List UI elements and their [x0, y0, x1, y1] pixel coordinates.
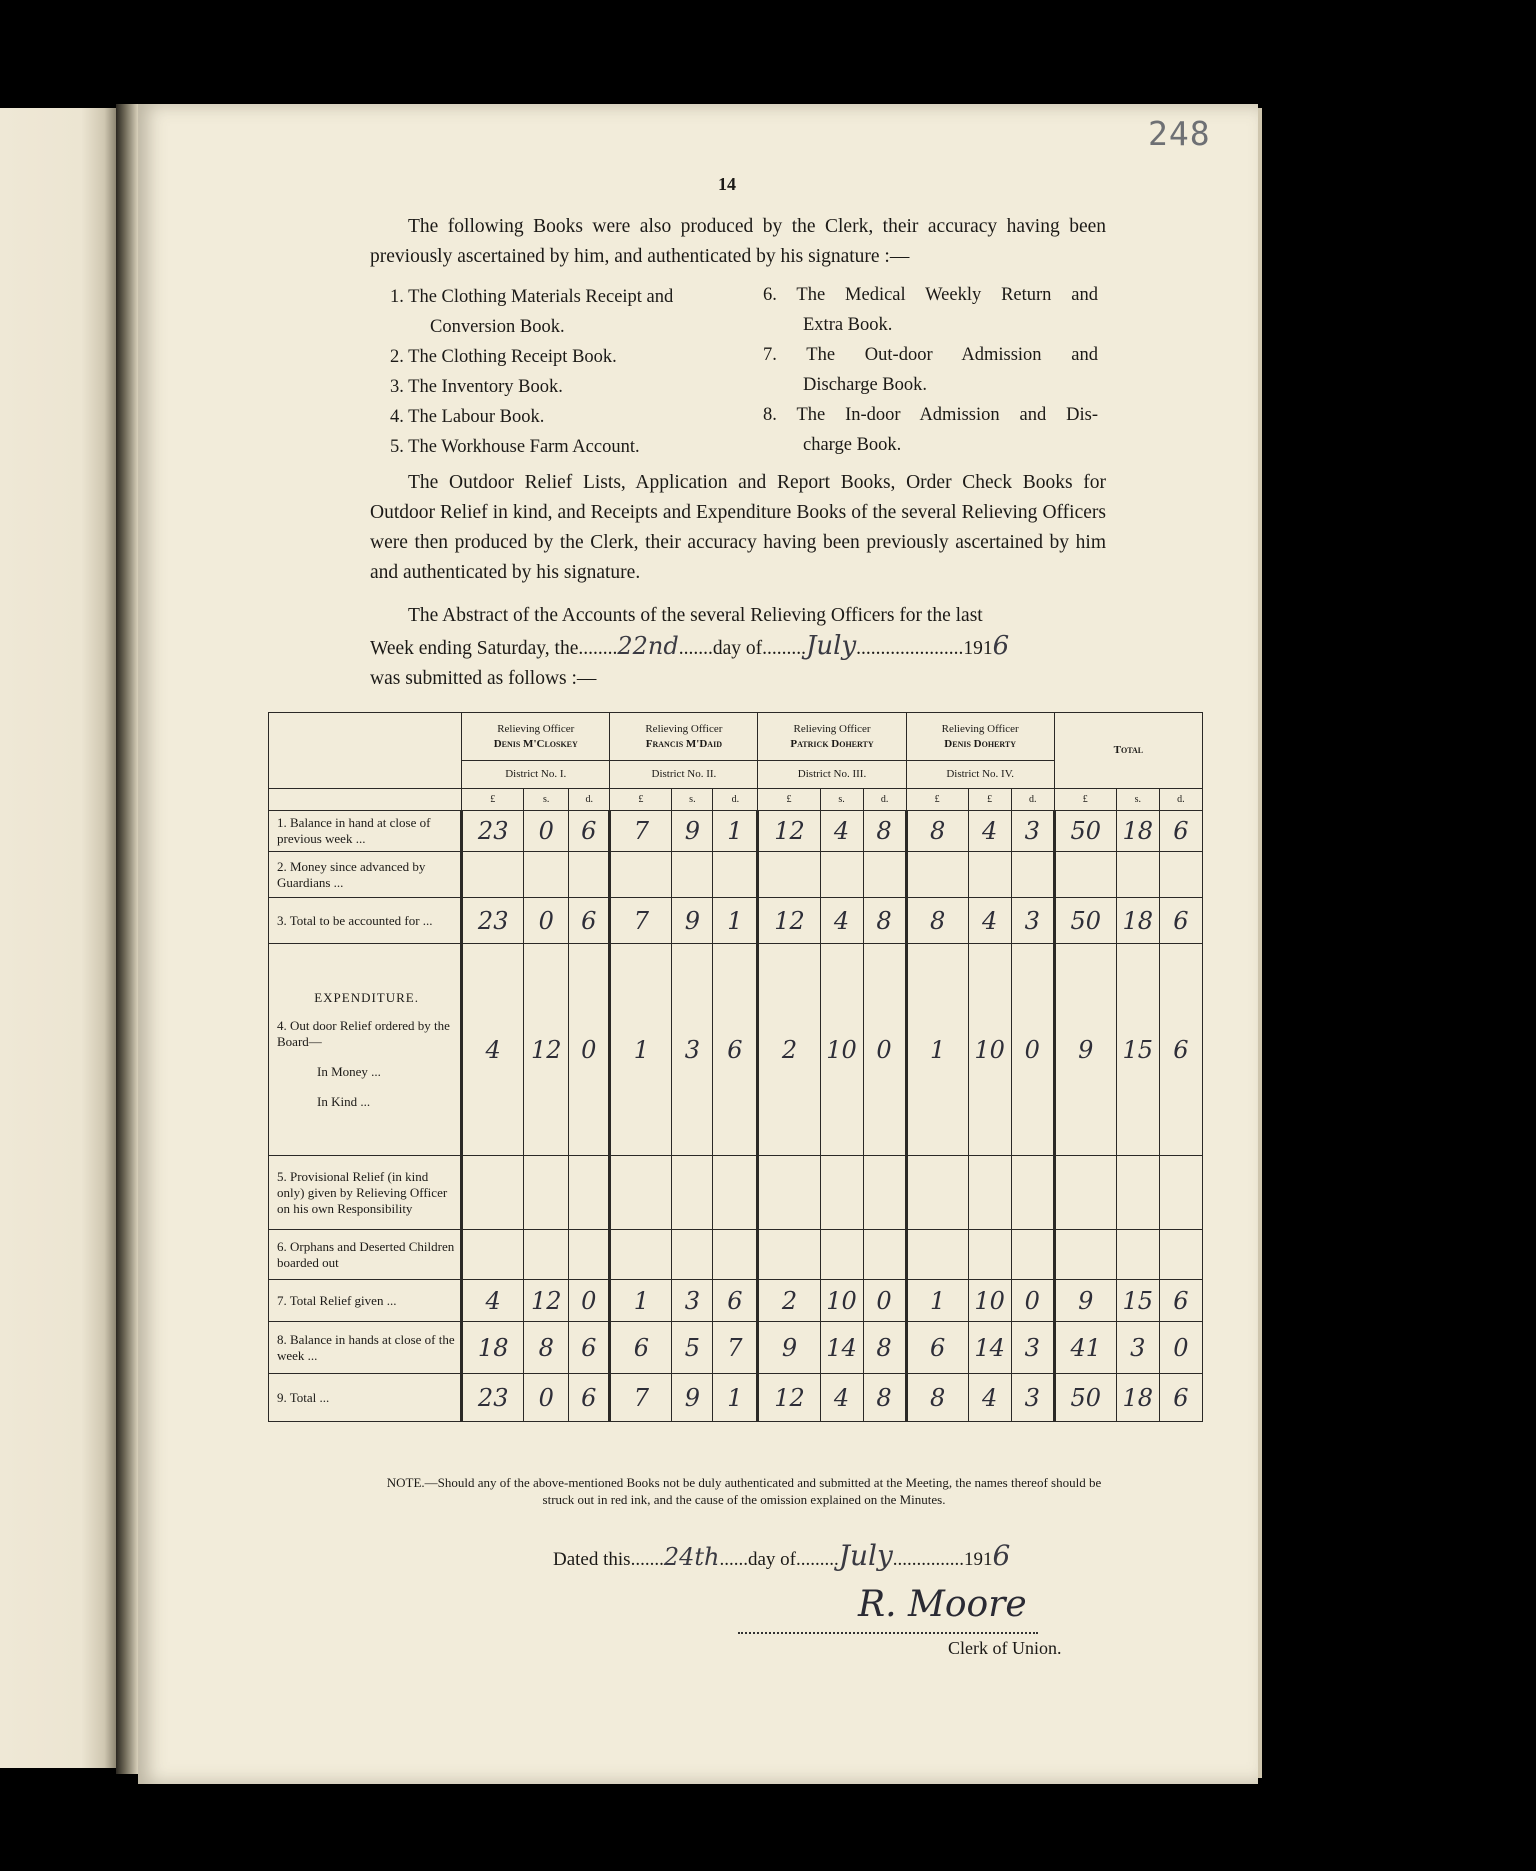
value-cell: 23: [462, 898, 524, 944]
value-cell: 50: [1054, 1374, 1116, 1422]
value-cell: 6: [569, 811, 610, 852]
value-cell: [1011, 1230, 1054, 1280]
value-cell: 9: [672, 811, 713, 852]
book-gutter: [116, 104, 138, 1774]
table-row: [269, 811, 1203, 852]
value-cell: 0: [863, 1280, 906, 1322]
value-cell: 1: [906, 1280, 968, 1322]
value-cell: 8: [863, 898, 906, 944]
handwritten-month: July: [806, 631, 857, 661]
value-cell: 1: [713, 1374, 758, 1422]
value-cell: [1011, 852, 1054, 898]
value-cell: 4: [968, 1374, 1011, 1422]
page-number: 14: [718, 174, 736, 194]
value-cell: 10: [820, 1280, 863, 1322]
value-cell: 4: [820, 898, 863, 944]
value-cell: [758, 1156, 820, 1230]
row-label: 5. Provisional Relief (in kind only) given by Relieving Officer on his own Responsibility: [269, 1156, 462, 1230]
value-cell: 8: [524, 1322, 569, 1374]
value-cell: 7: [713, 1322, 758, 1374]
value-cell: 12: [758, 811, 820, 852]
row-label: EXPENDITURE. 4. Out door Relief ordered by the Board— In Money ... In Kind ...: [269, 944, 462, 1156]
handwritten-year: 6: [992, 631, 1010, 661]
value-cell: 50: [1054, 898, 1116, 944]
book-item: 2. The Clothing Receipt Book.: [390, 347, 617, 367]
value-cell: 0: [1011, 1280, 1054, 1322]
value-cell: [820, 1230, 863, 1280]
outdoor-relief-paragraph: The Outdoor Relief Lists, Application and Report Books, Order Check Books for Outdoor Relief in kind, and Receipts and Expenditure Books of the several Relieving Officers were then produced by the Clerk, their accuracy having been previously ascertained by him and authenticated by his signature.: [370, 472, 1106, 583]
value-cell: [906, 1230, 968, 1280]
value-cell: [569, 1156, 610, 1230]
abstract-line3: was submitted as follows :—: [370, 668, 597, 689]
value-cell: [1159, 1156, 1202, 1230]
row-label: 1. Balance in hand at close of previous week ...: [269, 811, 462, 852]
value-cell: [524, 1156, 569, 1230]
value-cell: 7: [610, 1374, 672, 1422]
value-cell: 12: [758, 898, 820, 944]
total-header: Total: [1054, 713, 1202, 789]
table-row: [269, 852, 1203, 898]
value-cell: [610, 852, 672, 898]
relief-accounts-table: [268, 712, 1203, 1422]
value-cell: 0: [863, 944, 906, 1156]
table-row: [269, 898, 1203, 944]
value-cell: 14: [968, 1322, 1011, 1374]
value-cell: 6: [569, 898, 610, 944]
value-cell: [1116, 1230, 1159, 1280]
value-cell: [1054, 852, 1116, 898]
value-cell: 0: [569, 944, 610, 1156]
officer-2-header: Relieving Officer Francis M'Daid: [610, 713, 758, 761]
value-cell: [863, 1156, 906, 1230]
value-cell: 6: [569, 1374, 610, 1422]
value-cell: [462, 852, 524, 898]
value-cell: [713, 1230, 758, 1280]
handwritten-day: 22nd: [617, 632, 679, 660]
value-cell: [1054, 1230, 1116, 1280]
value-cell: 6: [713, 1280, 758, 1322]
value-cell: [569, 852, 610, 898]
value-cell: 0: [524, 898, 569, 944]
value-cell: [968, 1230, 1011, 1280]
value-cell: [524, 852, 569, 898]
value-cell: 18: [1116, 1374, 1159, 1422]
value-cell: [758, 852, 820, 898]
handwritten-signature: R. Moore: [858, 1584, 1027, 1625]
note-text: NOTE.—Should any of the above-mentioned Books not be duly authenticated and submitted at the Meeting, the names thereof should be struck out in red ink, and the cause of the omission explained on the Minutes.: [386, 1475, 1102, 1507]
value-cell: 1: [906, 944, 968, 1156]
value-cell: 4: [462, 1280, 524, 1322]
row-label: 7. Total Relief given ...: [269, 1280, 462, 1322]
row-label: 8. Balance in hands at close of the week ...: [269, 1322, 462, 1374]
left-facing-page: [0, 108, 116, 1768]
handwritten-dated-day: 24th: [663, 1543, 720, 1571]
value-cell: [1159, 1230, 1202, 1280]
value-cell: 6: [906, 1322, 968, 1374]
value-cell: [863, 852, 906, 898]
value-cell: 4: [820, 1374, 863, 1422]
value-cell: 3: [1011, 811, 1054, 852]
value-cell: 9: [672, 1374, 713, 1422]
row-label: 6. Orphans and Deserted Children boarded out: [269, 1230, 462, 1280]
book-item-cont: Conversion Book.: [430, 317, 565, 337]
value-cell: 1: [610, 1280, 672, 1322]
book-item: 1. The Clothing Materials Receipt and: [390, 287, 674, 307]
book-item: 6. The Medical Weekly Return and: [763, 285, 1098, 305]
value-cell: [569, 1230, 610, 1280]
value-cell: [968, 852, 1011, 898]
value-cell: [758, 1230, 820, 1280]
value-cell: 6: [569, 1322, 610, 1374]
value-cell: 10: [968, 1280, 1011, 1322]
value-cell: 6: [1159, 1374, 1202, 1422]
value-cell: [906, 1156, 968, 1230]
page-edge: [1258, 108, 1262, 1778]
abstract-line2: Week ending Saturday, the........22nd.......day of.........July......................1916: [370, 631, 1010, 661]
value-cell: [462, 1230, 524, 1280]
value-cell: 6: [1159, 811, 1202, 852]
value-cell: 15: [1116, 1280, 1159, 1322]
clerk-label: Clerk of Union.: [948, 1638, 1062, 1658]
abstract-statement: [370, 601, 1110, 694]
value-cell: [524, 1230, 569, 1280]
value-cell: 0: [524, 1374, 569, 1422]
row-label: 3. Total to be accounted for ...: [269, 898, 462, 944]
table-row: [269, 944, 1203, 1156]
table-row: [269, 1322, 1203, 1374]
value-cell: 10: [820, 944, 863, 1156]
value-cell: [1011, 1156, 1054, 1230]
officer-4-header: Relieving Officer Denis Doherty: [906, 713, 1054, 761]
value-cell: 6: [610, 1322, 672, 1374]
value-cell: [713, 1156, 758, 1230]
row-label: 9. Total ...: [269, 1374, 462, 1422]
value-cell: 3: [1011, 898, 1054, 944]
book-item: 4. The Labour Book.: [390, 407, 545, 427]
value-cell: 6: [1159, 1280, 1202, 1322]
books-list-left: [390, 282, 720, 462]
value-cell: 1: [713, 811, 758, 852]
value-cell: 23: [462, 1374, 524, 1422]
value-cell: 12: [524, 944, 569, 1156]
value-cell: [1054, 1156, 1116, 1230]
value-cell: [906, 852, 968, 898]
value-cell: 8: [906, 811, 968, 852]
value-cell: 6: [1159, 898, 1202, 944]
value-cell: 3: [1011, 1374, 1054, 1422]
value-cell: 0: [524, 811, 569, 852]
value-cell: 8: [906, 1374, 968, 1422]
blank-header-cell: [269, 713, 462, 789]
value-cell: 0: [569, 1280, 610, 1322]
value-cell: 15: [1116, 944, 1159, 1156]
value-cell: 10: [968, 944, 1011, 1156]
book-item: 7. The Out-door Admission and: [763, 345, 1098, 365]
value-cell: [820, 1156, 863, 1230]
value-cell: [462, 1156, 524, 1230]
value-cell: [713, 852, 758, 898]
value-cell: [820, 852, 863, 898]
book-item-cont: Discharge Book.: [803, 375, 927, 395]
value-cell: 18: [1116, 898, 1159, 944]
value-cell: 50: [1054, 811, 1116, 852]
value-cell: [672, 1230, 713, 1280]
value-cell: 3: [672, 1280, 713, 1322]
handwritten-dated-year: 6: [992, 1539, 1011, 1572]
value-cell: [610, 1156, 672, 1230]
folio-stamp: 248: [1148, 114, 1211, 153]
value-cell: 4: [820, 811, 863, 852]
value-cell: 5: [672, 1322, 713, 1374]
value-cell: [968, 1156, 1011, 1230]
district-4: District No. IV.: [906, 761, 1054, 789]
value-cell: [1116, 852, 1159, 898]
value-cell: 7: [610, 811, 672, 852]
value-cell: 8: [863, 811, 906, 852]
value-cell: 1: [713, 898, 758, 944]
value-cell: 9: [1054, 1280, 1116, 1322]
value-cell: [672, 1156, 713, 1230]
value-cell: 41: [1054, 1322, 1116, 1374]
book-item: 3. The Inventory Book.: [390, 377, 563, 397]
handwritten-dated-month: July: [838, 1539, 893, 1572]
value-cell: 12: [758, 1374, 820, 1422]
expenditure-heading: EXPENDITURE.: [314, 989, 419, 1005]
book-item-cont: charge Book.: [803, 435, 902, 455]
row-label: 2. Money since advanced by Guardians ...: [269, 852, 462, 898]
value-cell: 18: [462, 1322, 524, 1374]
book-item: 8. The In-door Admission and Dis-: [763, 405, 1098, 425]
value-cell: 3: [1011, 1322, 1054, 1374]
value-cell: 0: [1159, 1322, 1202, 1374]
ledger-page: [138, 104, 1258, 1784]
district-3: District No. III.: [758, 761, 906, 789]
table-row: [269, 1230, 1203, 1280]
value-cell: 8: [863, 1322, 906, 1374]
officer-1-header: Relieving Officer Denis M'Closkey: [462, 713, 610, 761]
table-row: [269, 1280, 1203, 1322]
value-cell: 6: [1159, 944, 1202, 1156]
value-cell: 4: [462, 944, 524, 1156]
value-cell: 8: [906, 898, 968, 944]
value-cell: 18: [1116, 811, 1159, 852]
value-cell: 1: [610, 944, 672, 1156]
officer-3-header: Relieving Officer Patrick Doherty: [758, 713, 906, 761]
abstract-line1: The Abstract of the Accounts of the several Relieving Officers for the last: [408, 605, 983, 626]
value-cell: 9: [758, 1322, 820, 1374]
value-cell: [1159, 852, 1202, 898]
value-cell: 14: [820, 1322, 863, 1374]
value-cell: 7: [610, 898, 672, 944]
value-cell: 0: [1011, 944, 1054, 1156]
district-2: District No. II.: [610, 761, 758, 789]
value-cell: 9: [672, 898, 713, 944]
value-cell: 4: [968, 898, 1011, 944]
value-cell: 6: [713, 944, 758, 1156]
value-cell: [863, 1230, 906, 1280]
units-row: £ s. d. £ s. d. £ s. d. £ £ d. £ s. d.: [269, 789, 1203, 811]
value-cell: 3: [672, 944, 713, 1156]
value-cell: 8: [863, 1374, 906, 1422]
signature-line: [738, 1584, 1118, 1642]
officer-header-row: [269, 713, 1203, 761]
books-list-right: [763, 280, 1098, 460]
intro-paragraph: The following Books were also produced by the Clerk, their accuracy having been previously ascertained by him, and authenticated by his signature :—: [370, 216, 1106, 267]
value-cell: 2: [758, 944, 820, 1156]
table-row: [269, 1374, 1203, 1422]
value-cell: 2: [758, 1280, 820, 1322]
dated-line: Dated this.......24th......day of.........July...............1916: [553, 1539, 1011, 1572]
value-cell: [610, 1230, 672, 1280]
book-item-cont: Extra Book.: [803, 315, 893, 335]
value-cell: 9: [1054, 944, 1116, 1156]
value-cell: 3: [1116, 1322, 1159, 1374]
table-row: [269, 1156, 1203, 1230]
value-cell: 12: [524, 1280, 569, 1322]
value-cell: [1116, 1156, 1159, 1230]
value-cell: 23: [462, 811, 524, 852]
value-cell: 4: [968, 811, 1011, 852]
book-item: 5. The Workhouse Farm Account.: [390, 437, 640, 457]
district-1: District No. I.: [462, 761, 610, 789]
value-cell: [672, 852, 713, 898]
